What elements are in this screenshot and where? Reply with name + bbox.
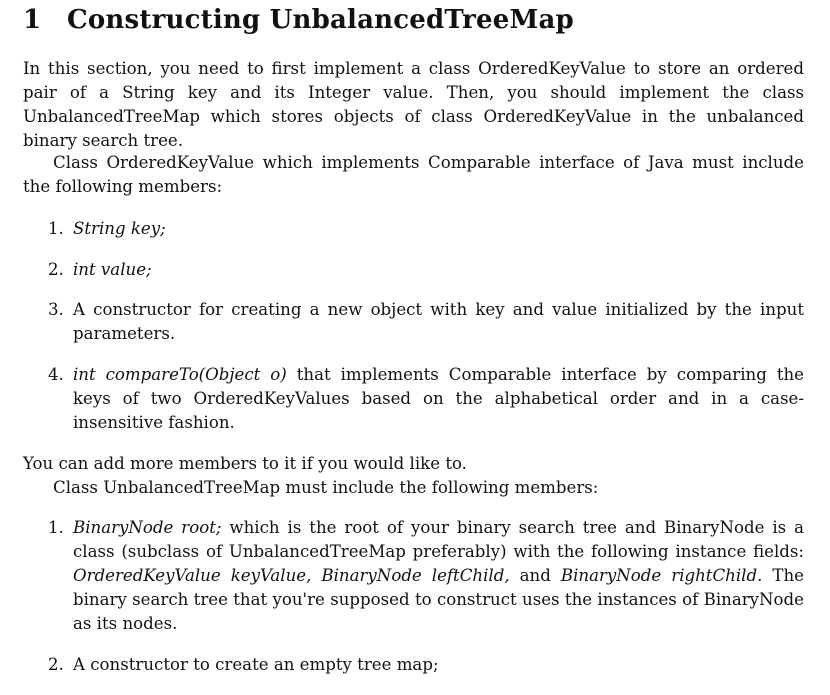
section-number: 1 xyxy=(23,5,42,35)
intro-paragraph: In this section, you need to first implement a class OrderedKeyValue to store an ordered pair of a String key and its Integer value. Then, you should implement the class UnbalancedTreeMap which stores objects of class OrderedKeyValue in the unbalanced binary search tree. xyxy=(23,59,804,150)
list-item xyxy=(48,363,804,435)
member-description: A constructor to create an empty tree map; xyxy=(73,655,439,674)
member-code: BinaryNode rightChild. xyxy=(560,566,763,585)
more-members-note: You can add more members to it if you would like to. xyxy=(23,454,467,473)
list-item xyxy=(48,298,804,346)
member-code: int compareTo(Object o) xyxy=(73,365,287,384)
section-heading xyxy=(23,5,574,35)
member-description: and xyxy=(509,566,561,585)
member-description: A constructor for creating a new object with key and value initialized by the input parameters. xyxy=(73,300,804,343)
member-code: BinaryNode root; xyxy=(73,518,222,537)
list-item xyxy=(48,516,804,636)
unbalanced-tree-map-intro: Class UnbalancedTreeMap must include the following members: xyxy=(53,478,599,497)
member-description: which is the root of your binary search tree and BinaryNode is a class (subclass of UnbalancedTreeMap preferably) with the following instance fields: xyxy=(73,518,804,561)
section-title: Constructing UnbalancedTreeMap xyxy=(67,5,574,35)
member-code: String key; xyxy=(73,219,166,238)
list-marker: 3. xyxy=(48,300,64,319)
member-description: that implements Comparable interface by comparing the keys of two OrderedKeyValues based on the alphabetical order and in a case-insensitive fashion. xyxy=(73,365,804,432)
member-description: The binary search tree that you're supposed to construct uses the instances of BinaryNode as its nodes. xyxy=(73,566,804,633)
ordered-key-value-intro: Class OrderedKeyValue which implements Comparable interface of Java must include the following members: xyxy=(23,153,804,196)
list-marker: 1. xyxy=(48,219,64,238)
member-code: OrderedKeyValue keyValue, BinaryNode leftChild, xyxy=(73,566,510,585)
list-item xyxy=(48,217,804,241)
list-marker: 4. xyxy=(48,365,64,384)
list-item xyxy=(48,258,804,282)
list-marker: 2. xyxy=(48,260,64,279)
list-marker: 1. xyxy=(48,518,64,537)
list-item xyxy=(48,653,804,677)
list-marker: 2. xyxy=(48,655,64,674)
member-code: int value; xyxy=(73,260,152,279)
